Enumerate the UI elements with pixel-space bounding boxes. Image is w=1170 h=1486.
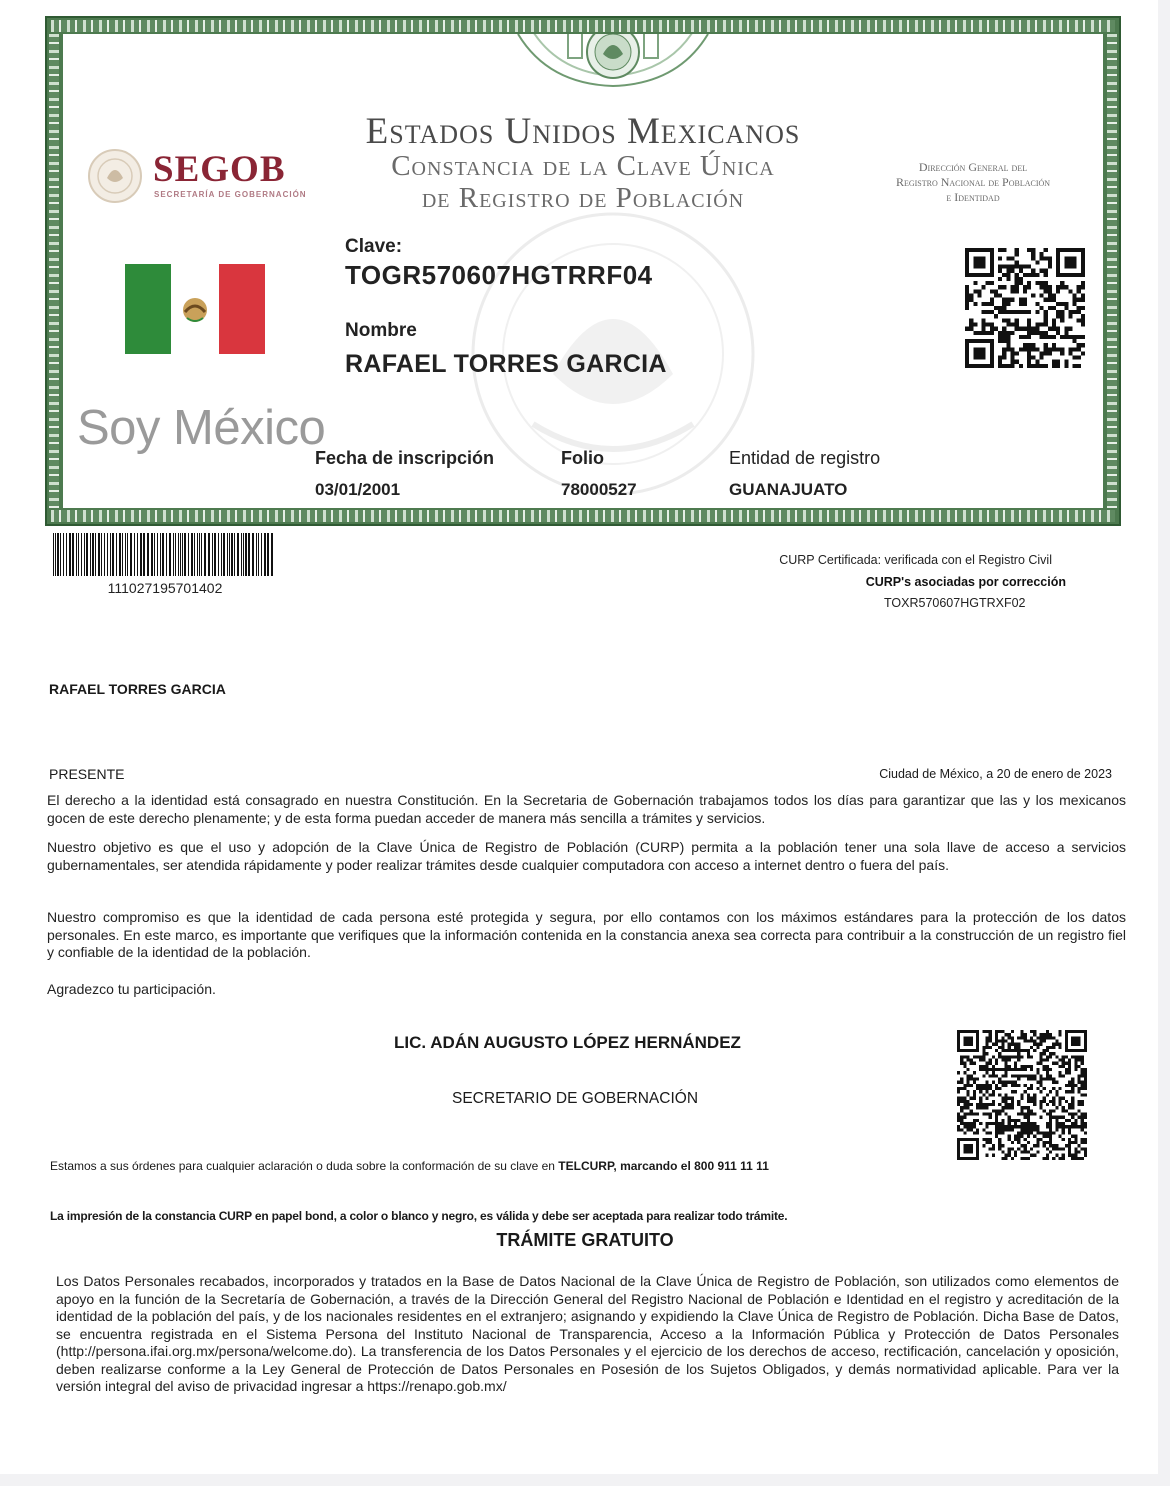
- signer-name: LIC. ADÁN AUGUSTO LÓPEZ HERNÁNDEZ: [394, 1033, 741, 1052]
- ornamental-border-right: [1107, 34, 1117, 508]
- contact-notice: [50, 1159, 769, 1173]
- mexican-flag-icon: [125, 264, 265, 354]
- telcurp-phone: TELCURP, marcando el 800 911 11 11: [558, 1159, 769, 1173]
- certificate-body: [63, 34, 1103, 508]
- curp-certified-status: CURP Certificada: verificada con el Registro Civil: [779, 553, 1052, 567]
- qr-code-icon: [957, 1030, 1087, 1160]
- privacy-notice: Los Datos Personales recabados, incorporados y tratados en la Base de Datos Nacional de la Clave Única de Registro de Población, son utilizados como elementos de apoyo en la función de la Secretaría de Gobernación, a través de la Dirección General del Registro Nacional de Población e Identidad en el registro y acreditación de la identidad de la población del país, y de los nacionales residentes en el extranjero; asignando y expidiendo la Clave Única de Registro de Población. Dicha Base de Datos, se encuentra registrada en el Sistema Persona del Instituto Nacional de Transparencia, Acceso a la Información Pública y Protección de Datos Personales (http://persona.ifai.org.mx/persona/welcome.do). La transferencia de los Datos Personales y el ejercicio de los derechos de acceso, rectificación, cancelación y oposición, deben realizarse conforme a la Ley General de Protección de Datos Personales en Posesión de los Sujetos Obligados, y demás normatividad aplicable. Para ver la versión integral del aviso de privacidad ingresar a https://renapo.gob.mx/: [56, 1273, 1119, 1394]
- letter-addressee: RAFAEL TORRES GARCIA: [49, 681, 226, 697]
- letter-closing: Agradezco tu participación.: [47, 981, 216, 997]
- ornamental-border-left: [49, 34, 59, 508]
- fecha-inscripcion-label: Fecha de inscripción: [315, 448, 495, 468]
- nombre-value: RAFAEL TORRES GARCIA: [345, 350, 667, 378]
- country-title: Estados Unidos Mexicanos: [365, 111, 801, 152]
- folio-value: 78000527: [561, 480, 637, 499]
- letter-paragraph: Nuestro compromiso es que la identidad de cada persona esté protegida y segura, por ello contamos con los máximos estándares para la protección de los datos personales. En este marco, es importante que verifiques que la información contenida en la constancia anexa sea correcta para contribuir a la construcción de un registro fiel y confiable de la identidad de la población.: [47, 909, 1126, 960]
- entidad-registro-label: Entidad de registro: [729, 448, 881, 468]
- tramite-gratuito-heading: TRÁMITE GRATUITO: [496, 1230, 674, 1250]
- validity-notice: La impresión de la constancia CURP en papel bond, a color o blanco y negro, es válida y debe ser aceptada para realizar todo trámite.: [50, 1209, 788, 1223]
- associated-curp-label: CURP's asociadas por corrección: [865, 575, 1066, 589]
- curp-certificate-card: [45, 16, 1121, 526]
- document-title-line-1: Constancia de la Clave Única: [391, 150, 775, 182]
- barcode-icon: [53, 533, 277, 576]
- letter-paragraph: Nuestro objetivo es que el uso y adopción de la Clave Única de Registro de Población (CURP) permita a la población tener una sola llave de acceso a servicios gubernamentales, ser atendida rápidamente y poder realizar trámites desde cualquier computadora con acceso a internet dentro o fuera del país.: [47, 839, 1126, 873]
- directorate-label: [853, 160, 1093, 205]
- ornamental-border-bottom: [51, 510, 1115, 522]
- clave-label: Clave:: [345, 236, 403, 257]
- letter-paragraph: El derecho a la identidad está consagrado en nuestra Constitución. En la Secretaria de Gobernación trabajamos todos los días para garantizar que las y los mexicanos gocen de este derecho plenamente; y de esta forma puedan acceder de manera más sencilla a trámites y servicios.: [47, 792, 1126, 826]
- letter-city-date: Ciudad de México, a 20 de enero de 2023: [879, 767, 1112, 781]
- national-coat-of-arms-icon: [508, 34, 718, 90]
- folio-label: Folio: [561, 448, 604, 468]
- document-title-line-2: de Registro de Población: [421, 182, 745, 214]
- curp-value: TOGR570607HGTRRF04: [345, 260, 653, 290]
- segob-seal-icon: [87, 148, 143, 204]
- ornamental-border-top: [51, 20, 1115, 32]
- qr-code-icon: [965, 248, 1085, 368]
- soy-mexico-slogan: Soy México: [77, 401, 326, 455]
- associated-curp-value: TOXR570607HGTRXF02: [884, 596, 1026, 610]
- entidad-registro-value: GUANAJUATO: [729, 480, 848, 499]
- directorate-line-2: Registro Nacional de Población: [895, 175, 1051, 189]
- letter-presente: PRESENTE: [49, 766, 125, 782]
- directorate-line-1: Dirección General del: [918, 160, 1028, 174]
- contact-text: Estamos a sus órdenes para cualquier aclaración o duda sobre la conformación de su clave en: [50, 1159, 559, 1173]
- fecha-inscripcion-value: 03/01/2001: [315, 480, 401, 499]
- barcode-number: 111027195701402: [107, 580, 223, 596]
- nombre-label: Nombre: [345, 320, 417, 341]
- segob-subtitle: SECRETARÍA DE GOBERNACIÓN: [154, 190, 307, 199]
- signer-title: SECRETARIO DE GOBERNACIÓN: [452, 1090, 699, 1107]
- directorate-line-3: e Identidad: [946, 190, 1000, 204]
- segob-logo-text: SEGOB: [153, 149, 286, 190]
